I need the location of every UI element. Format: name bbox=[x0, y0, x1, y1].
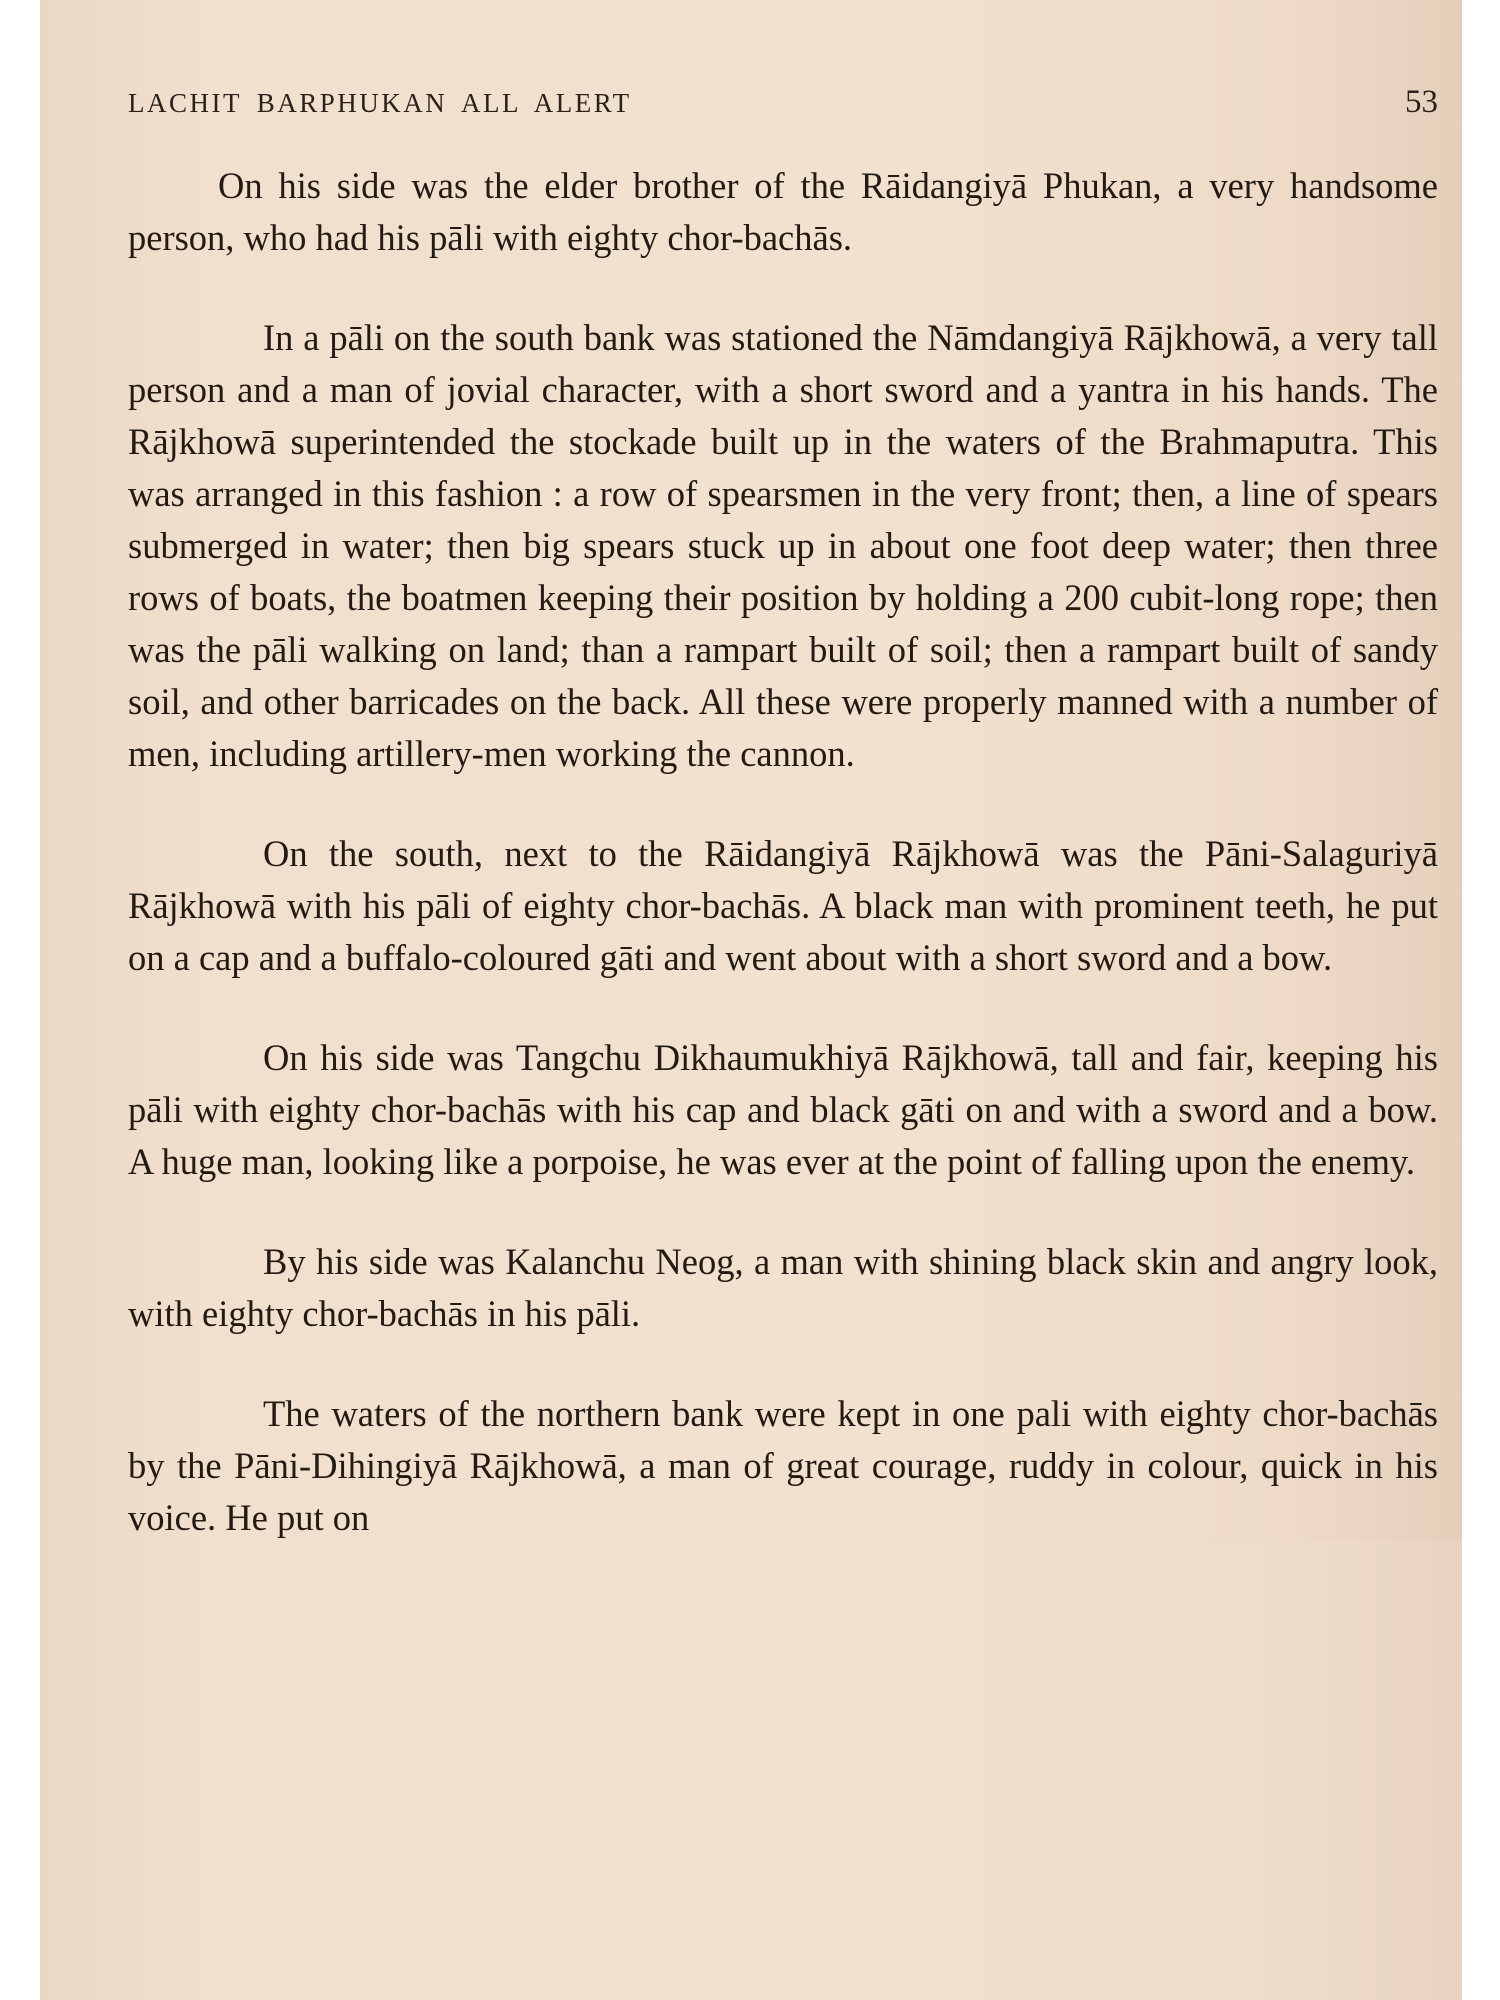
paragraph-2: In a pāli on the south bank was stationed the Nāmdangiyā Rājkhowā, a very tall person and a man of jovial character, with a short sword and a yantra in his hands. The Rājkhowā superintended the stockade built up in the waters of the Brahmaputra. This was arranged in this fashion : a row of spearsmen in the very front; then, a line of spears submerged in water; then big spears stuck up in about one foot deep water; then three rows of boats, the boatmen keeping their position by holding a 200 cubit-long rope; then was the pāli walking on land; than a rampart built of soil; then a rampart built of sandy soil, and other barricades on the back. All these were properly manned with a number of men, including artillery-men working the cannon. bbox=[128, 317, 1438, 774]
paragraph-5: By his side was Kalanchu Neog, a man with shining black skin and angry look, with eighty chor-bachās in his pāli. bbox=[128, 1241, 1438, 1334]
body-text bbox=[128, 160, 1438, 1544]
paragraph-4: On his side was Tangchu Dikhaumukhiyā Rājkhowā, tall and fair, keeping his pāli with eighty chor-bachās with his cap and black gāti on and with a sword and a bow. A huge man, looking like a porpoise, he was ever at the point of falling upon the enemy. bbox=[128, 1037, 1438, 1182]
page-number: 53 bbox=[1405, 84, 1438, 120]
book-page bbox=[40, 0, 1462, 2000]
paragraph-1: On his side was the elder brother of the Rāidangiyā Phukan, a very handsome person, who had his pāli with eighty chor-bachās. bbox=[128, 165, 1438, 258]
running-head: LACHIT BARPHUKAN ALL ALERT bbox=[128, 88, 632, 118]
page-header bbox=[128, 84, 1438, 124]
paragraph-3: On the south, next to the Rāidangiyā Rājkhowā was the Pāni-Salaguriyā Rājkhowā with his pāli of eighty chor-bachās. A black man with prominent teeth, he put on a cap and a buffalo-coloured gāti and went about with a short sword and a bow. bbox=[128, 833, 1438, 978]
print-fade-overlay bbox=[1120, 1540, 1462, 2000]
paragraph-6: The waters of the northern bank were kept in one pali with eighty chor-bachās by the Pāni-Dihingiyā Rājkhowā, a man of great courage, ruddy in colour, quick in his voice. He put on bbox=[128, 1393, 1438, 1538]
